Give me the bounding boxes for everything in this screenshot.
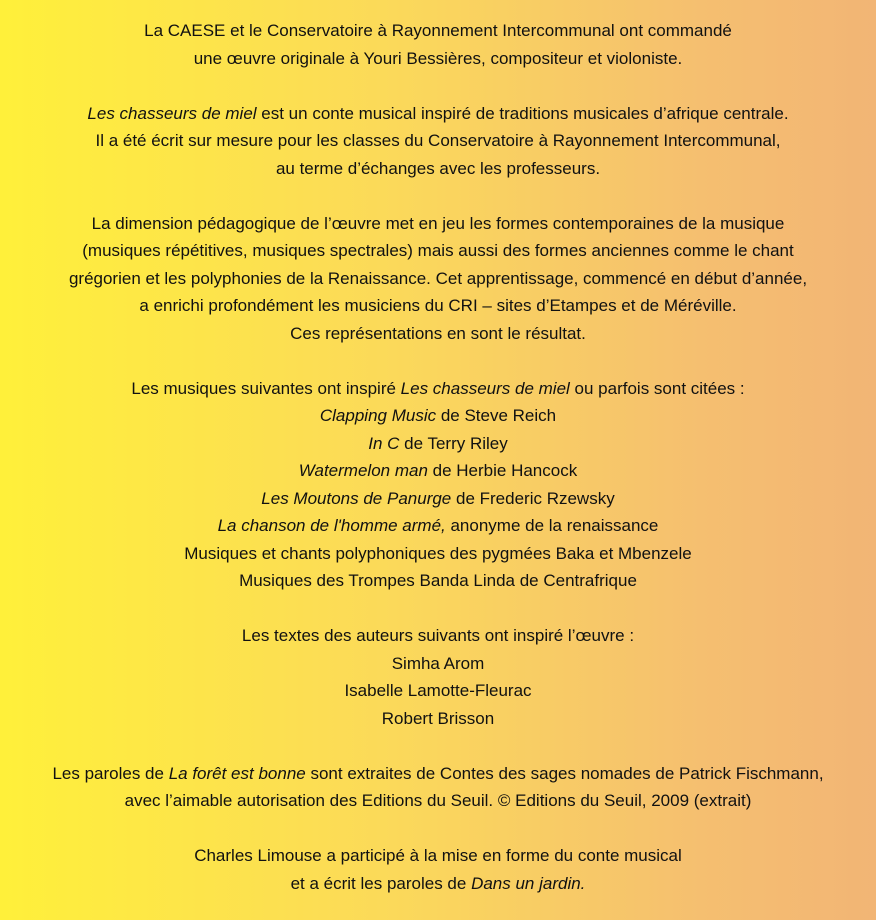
text-line: Il a été écrit sur mesure pour les classes du Conservatoire à Rayonnement Intercommunal, bbox=[95, 131, 781, 150]
music-work-item: Musiques et chants polyphoniques des pygmées Baka et Mbenzele bbox=[184, 543, 692, 563]
text-span: sont extraites de Contes des sages nomades de Patrick Fischmann, bbox=[305, 763, 824, 783]
text-line bbox=[0, 375, 876, 403]
text-line: avec l’aimable autorisation des Editions du Seuil. © Editions du Seuil, 2009 (extrait) bbox=[124, 791, 752, 810]
work-composer: de Frederic Rzewsky bbox=[451, 488, 615, 508]
music-work-item bbox=[0, 485, 876, 513]
text-span: ou parfois sont citées : bbox=[569, 378, 745, 398]
text-span: Les musiques suivantes ont inspiré bbox=[131, 378, 401, 398]
author-item: Robert Brisson bbox=[381, 708, 495, 728]
work-title: Les chasseurs de miel bbox=[400, 378, 570, 398]
music-work-item bbox=[0, 457, 876, 485]
text-span: est un conte musical inspiré de traditions musicales d’afrique centrale. bbox=[256, 103, 789, 123]
work-composer: de Terry Riley bbox=[399, 433, 508, 453]
author-item: Simha Arom bbox=[391, 653, 485, 673]
text-line bbox=[0, 100, 876, 128]
work-description-paragraph bbox=[0, 100, 876, 183]
author-item: Isabelle Lamotte-Fleurac bbox=[344, 681, 532, 700]
work-title: In C bbox=[368, 433, 400, 453]
work-title: Clapping Music bbox=[319, 406, 437, 425]
text-line bbox=[0, 760, 876, 788]
work-composer: de Herbie Hancock bbox=[427, 461, 578, 480]
adaptation-credit-paragraph bbox=[0, 842, 876, 897]
inspiring-authors-paragraph bbox=[0, 622, 876, 732]
text-line: La CAESE et le Conservatoire à Rayonnement Intercommunal ont commandé bbox=[144, 21, 732, 40]
music-work-item bbox=[0, 512, 876, 540]
text-line: a enrichi profondément les musiciens du CRI – sites d’Etampes et de Méréville. bbox=[139, 296, 737, 315]
text-span: et a écrit les paroles de bbox=[290, 873, 472, 893]
inspiring-music-paragraph bbox=[0, 375, 876, 595]
work-composer: de Steve Reich bbox=[436, 406, 557, 425]
text-line bbox=[0, 870, 876, 898]
work-title: Les chasseurs de miel bbox=[87, 103, 257, 123]
work-title: Dans un jardin. bbox=[471, 873, 586, 893]
work-composer: anonyme de la renaissance bbox=[445, 516, 659, 535]
music-work-item bbox=[0, 402, 876, 430]
text-line: Ces représentations en sont le résultat. bbox=[290, 323, 586, 343]
music-work-item: Musiques des Trompes Banda Linda de Centrafrique bbox=[239, 571, 637, 590]
music-work-item bbox=[0, 430, 876, 458]
work-title: Les Moutons de Panurge bbox=[261, 488, 452, 508]
text-line: une œuvre originale à Youri Bessières, compositeur et violoniste. bbox=[193, 48, 683, 68]
text-span: Les paroles de bbox=[52, 763, 169, 783]
text-line: Les textes des auteurs suivants ont inspiré l’œuvre : bbox=[241, 626, 635, 645]
pedagogy-paragraph bbox=[0, 210, 876, 348]
text-line: grégorien et les polyphonies de la Renaissance. Cet apprentissage, commencé en début d’année, bbox=[68, 268, 808, 288]
work-title: La chanson de l'homme armé, bbox=[217, 516, 446, 535]
text-line: La dimension pédagogique de l’œuvre met en jeu les formes contemporaines de la musique bbox=[91, 213, 785, 233]
text-line: Charles Limouse a participé à la mise en forme du conte musical bbox=[194, 846, 682, 865]
text-line: au terme d’échanges avec les professeurs. bbox=[275, 158, 601, 178]
text-line: (musiques répétitives, musiques spectrales) mais aussi des formes anciennes comme le chant bbox=[82, 241, 794, 260]
lyrics-credit-paragraph bbox=[0, 760, 876, 815]
work-title: Watermelon man bbox=[298, 461, 428, 480]
work-title: La forêt est bonne bbox=[168, 763, 306, 783]
commission-paragraph bbox=[0, 17, 876, 72]
